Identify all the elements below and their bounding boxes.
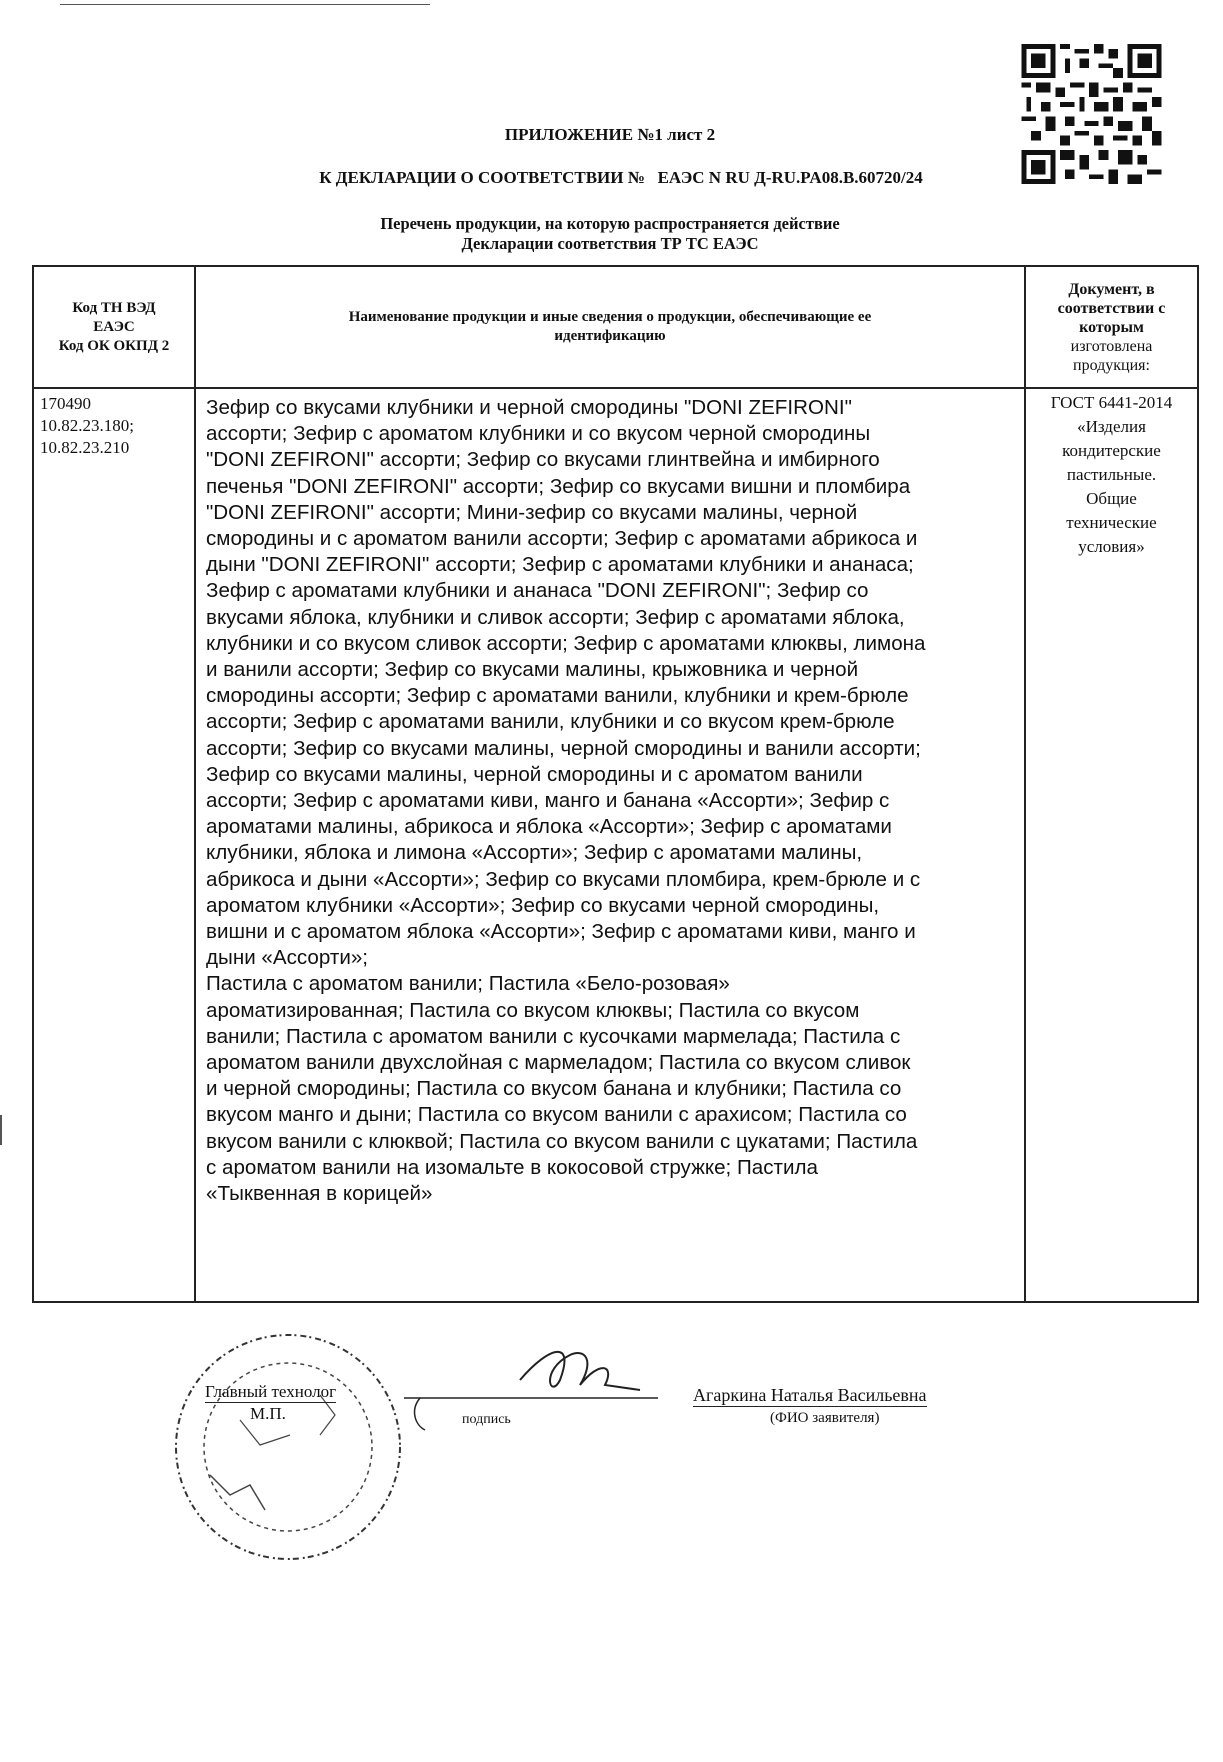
round-seal-stamp [170,1325,410,1565]
product-line: вишни и с ароматом яблока «Ассорти»; Зефир с ароматами киви, манго и [206,920,916,944]
product-line: абрикоса и дыни «Ассорти»; Зефир со вкусами пломбира, крем-брюле и с [206,867,921,891]
document-line: «Изделия [1077,417,1146,436]
mp-label: М.П. [250,1404,286,1423]
product-line: ассорти; Зефир с ароматом клубники и со вкусом черной смородины [206,422,871,446]
document-line: пастильные. [1066,465,1157,484]
document-line: условия» [1078,537,1145,556]
product-line: с ароматом ванили на изомальте в кокосовой стружке; Пастила [206,1155,818,1179]
product-line: "DONI ZEFIRONI" ассорти; Зефир со вкусами глинтвейна и имбирного [206,448,880,472]
product-line: ванили; Пастила с ароматом ванили с кусочками мармелада; Пастила с [206,1024,901,1048]
document-line: Общие [1086,489,1137,508]
header-text: которым [1079,318,1144,336]
header-products [195,266,1025,388]
list-heading-line2: Декларации соответствия ТР ТС ЕАЭС [461,234,759,253]
product-line: ароматом ванили двухслойная с мармеладом; Пастила со вкусом сливок [206,1051,911,1075]
product-line: «Тыквенная в корицей» [206,1182,433,1206]
product-line: Зефир с ароматами клубники и ананаса "DONI ZEFIRONI"; Зефир со [206,579,869,603]
product-line: ассорти; Зефир с ароматами киви, манго и банана «Ассорти»; Зефир с [206,789,890,813]
header-text: изготовлена [1070,337,1153,355]
list-heading-line1: Перечень продукции, на которую распространяется действие [380,214,840,233]
declaration-label: К ДЕКЛАРАЦИИ О СООТВЕТСТВИИ № [319,168,645,187]
products-cell [195,388,1025,1302]
declaration-number: ЕАЭС N RU Д-RU.PA08.B.60720/24 [657,168,923,187]
applicant-name-caption: (ФИО заявителя) [770,1410,880,1426]
document-line: ГОСТ 6441-2014 [1050,393,1173,412]
product-line: и черной смородины; Пастила со вкусом банана и клубники; Пастила со [206,1077,902,1101]
product-line: смородины и с ароматом ванили ассорти; Зефир с ароматами абрикоса и [206,527,918,551]
document-line: кондитерские [1062,441,1161,460]
product-line: ассорти; Зефир с ароматами ванили, клубники и со вкусом крем-брюле [206,710,895,734]
document-line: технические [1066,513,1157,532]
products-table [32,265,1199,1303]
product-line: смородины ассорти; Зефир с ароматами ванили, клубники и крем-брюле [206,684,909,708]
handwritten-signature [400,1340,660,1435]
header-text: Наименование продукции и иные сведения о продукции, обеспечивающие ее [348,309,872,325]
product-line: ароматом клубники «Ассорти»; Зефир со вкусами черной смородины, [206,893,880,917]
list-heading [260,214,960,254]
product-line: дыни «Ассорти»; [206,946,368,970]
product-line: ассорти; Зефир со вкусами малины, черной смородины и ванили ассорти; [206,736,921,760]
header-text: соответствии с [1057,299,1166,317]
header-text: ЕАЭС [93,318,135,335]
header-text: продукция: [1073,356,1150,374]
codes-cell [33,388,195,1302]
code-item: 170490 [40,394,91,413]
position-label: Главный технолог [205,1382,337,1401]
header-text: идентификацию [554,328,666,344]
product-line: печенья "DONI ZEFIRONI" ассорти; Зефир со вкусами вишни и пломбира [206,474,911,498]
product-line: вкусом манго и дыни; Пастила со вкусом ванили с арахисом; Пастила со [206,1103,907,1127]
scan-line [0,1115,2,1145]
product-line: и ванили ассорти; Зефир со вкусами малины, крыжовника и черной [206,658,859,682]
product-line: клубники, яблока и лимона «Ассорти»; Зефир с ароматами малины, [206,841,863,865]
declaration-line [226,168,1016,188]
page-title: ПРИЛОЖЕНИЕ №1 лист 2 [504,125,716,144]
qr-code [1018,44,1165,184]
applicant-name: Агаркина Наталья Васильевна [693,1385,927,1405]
product-list [206,395,1016,1207]
product-line: клубники и со вкусом сливок ассорти; Зефир с ароматами клюквы, лимона [206,631,926,655]
header-codes [33,266,195,388]
signature-caption: подпись [462,1412,511,1427]
document-text [1030,391,1193,559]
code-item: 10.82.23.180; [40,416,134,435]
table-header-row [33,266,1198,388]
header-text: Код ТН ВЭД [72,299,156,316]
scan-line [60,4,430,5]
product-line: вкусом ванили с клюквой; Пастила со вкусом ванили с цукатами; Пастила [206,1129,918,1153]
product-line: Пастила с ароматом ванили; Пастила «Бело-розовая» [206,972,730,996]
document-cell [1025,388,1198,1302]
product-line: ароматизированная; Пастила со вкусом клюквы; Пастила со вкусом [206,998,860,1022]
product-line: "DONI ZEFIRONI" ассорти; Мини-зефир со вкусами малины, черной [206,500,858,524]
product-line: дыни "DONI ZEFIRONI" ассорти; Зефир с ароматами клубники и ананаса; [206,553,914,577]
header-text: Код ОК ОКПД 2 [58,337,170,354]
table-row [33,388,1198,1302]
product-line: ароматами малины, абрикоса и яблока «Ассорти»; Зефир с ароматами [206,815,892,839]
header-text: Документ, в [1068,280,1155,298]
product-line: Зефир со вкусами клубники и черной смородины "DONI ZEFIRONI" [206,396,852,419]
product-line: вкусами яблока, клубники и сливок ассорти; Зефир с ароматами яблока, [206,605,905,629]
code-item: 10.82.23.210 [40,438,130,457]
header-document [1025,266,1198,388]
product-line: Зефир со вкусами малины, черной смородины и с ароматом ванили [206,762,863,786]
